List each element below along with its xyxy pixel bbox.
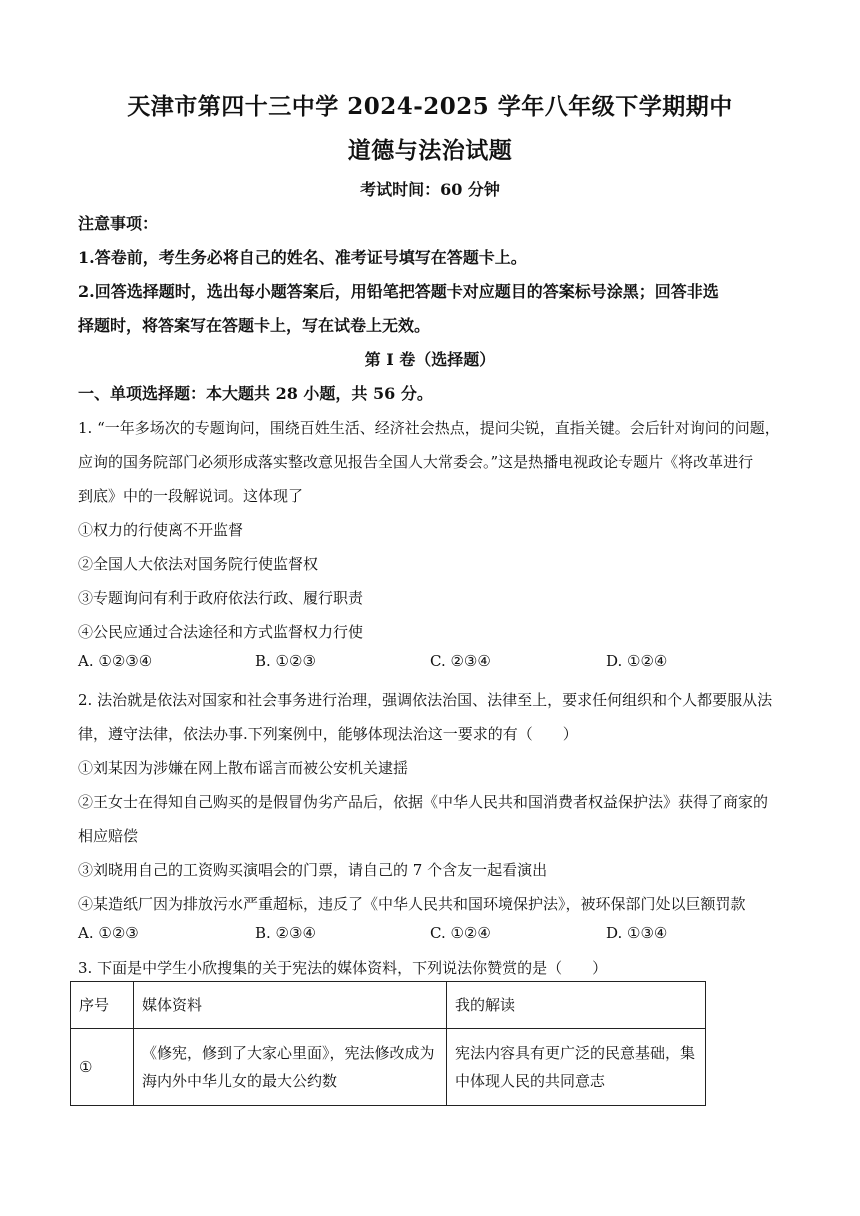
q1-stem-line-2: 应询的国务院部门必须形成落实整改意见报告全国人大常委会。”这是热播电视政论专题片《将改革进行 <box>78 453 754 471</box>
q2-option-b: B. ②③④ <box>255 924 316 942</box>
header-number: 序号 <box>71 982 134 1029</box>
q2-option-a: A. ①②③ <box>78 924 139 942</box>
table-row <box>71 1029 706 1106</box>
media-table <box>70 981 706 1106</box>
volume-heading: 第 I 卷（选择题） <box>364 350 496 369</box>
q2-option-c: C. ①②④ <box>430 924 491 942</box>
row-reading <box>447 1029 706 1106</box>
q2-option-d: D. ①③④ <box>606 924 668 942</box>
notice-item-2-line-1: 2.回答选择题时，选出每小题答案后，用铅笔把答题卡对应题目的答案标号涂黑；回答非选 <box>78 282 719 301</box>
q2-statement-2-line-1: ②王女士在得知自己购买的是假冒伪劣产品后，依据《中华人民共和国消费者权益保护法》获得了商家的 <box>78 793 769 811</box>
notice-item-1: 1.答卷前，考生务必将自己的姓名、准考证号填写在答题卡上。 <box>78 248 527 267</box>
q1-option-a: A. ①②③④ <box>78 652 153 670</box>
row-reading-line-2: 中体现人民的共同意志 <box>455 1072 606 1090</box>
q2-statement-3: ③刘晓用自己的工资购买演唱会的门票，请自己的 7 个含友一起看演出 <box>78 861 548 879</box>
q1-statement-2: ②全国人大依法对国务院行使监督权 <box>78 555 319 573</box>
table-header-row <box>71 982 706 1029</box>
q2-stem-line-2: 律，遵守法律，依法办事.下列案例中，能够体现法治这一要求的有（ ） <box>78 725 578 743</box>
q2-statement-1: ①刘某因为涉嫌在网上散布谣言而被公安机关逮揺 <box>78 759 409 777</box>
notice-item-2-line-2: 择题时，将答案写在答题卡上，写在试卷上无效。 <box>78 316 431 335</box>
row-number: ① <box>71 1029 134 1106</box>
q1-option-c: C. ②③④ <box>430 652 491 670</box>
exam-time: 考试时间：60 分钟 <box>360 180 500 199</box>
q2-statement-4: ④某造纸厂因为排放污水严重超标，违反了《中华人民共和国环境保护法》，被环保部门处以巨额罚款 <box>78 895 746 913</box>
q2-statement-2-line-2: 相应赔偿 <box>78 827 139 845</box>
q2-stem-line-1: 2. 法治就是依法对国家和社会事务进行治理，强调依法治国、法律至上，要求任何组织和个人都要服从法 <box>78 691 773 709</box>
q1-statement-1: ①权力的行使离不开监督 <box>78 521 244 539</box>
q1-option-d: D. ①②④ <box>606 652 668 670</box>
row-media <box>134 1029 447 1106</box>
header-media: 媒体资料 <box>134 982 447 1029</box>
row-media-line-2: 海内外中华儿女的最大公约数 <box>142 1072 338 1090</box>
q1-statement-4: ④公民应通过合法途径和方式监督权力行使 <box>78 623 364 641</box>
exam-title: 天津市第四十三中学 2024-2025 学年八年级下学期期中 <box>127 93 733 120</box>
q1-statement-3: ③专题询问有利于政府依法行政、履行职责 <box>78 589 364 607</box>
row-media-line-1: 《修宪，修到了大家心里面》，宪法修改成为 <box>142 1044 435 1062</box>
notice-heading: 注意事项： <box>78 214 159 233</box>
exam-subject: 道德与法治试题 <box>347 137 513 164</box>
q3-stem: 3. 下面是中学生小欣搜集的关于宪法的媒体资料，下列说法你赞赏的是（ ） <box>78 959 608 977</box>
q1-option-b: B. ①②③ <box>255 652 316 670</box>
q1-stem-line-1: 1. “一年多场次的专题询问，围绕百姓生活、经济社会热点，提问尖锐，直指关键。会后针对询问的问题， <box>78 419 780 437</box>
header-reading: 我的解读 <box>447 982 706 1029</box>
q1-stem-line-3: 到底》中的一段解说词。这体现了 <box>78 487 304 505</box>
section-heading: 一、单项选择题：本大题共 28 小题，共 56 分。 <box>78 384 433 403</box>
row-reading-line-1: 宪法内容具有更广泛的民意基础，集 <box>455 1044 696 1062</box>
